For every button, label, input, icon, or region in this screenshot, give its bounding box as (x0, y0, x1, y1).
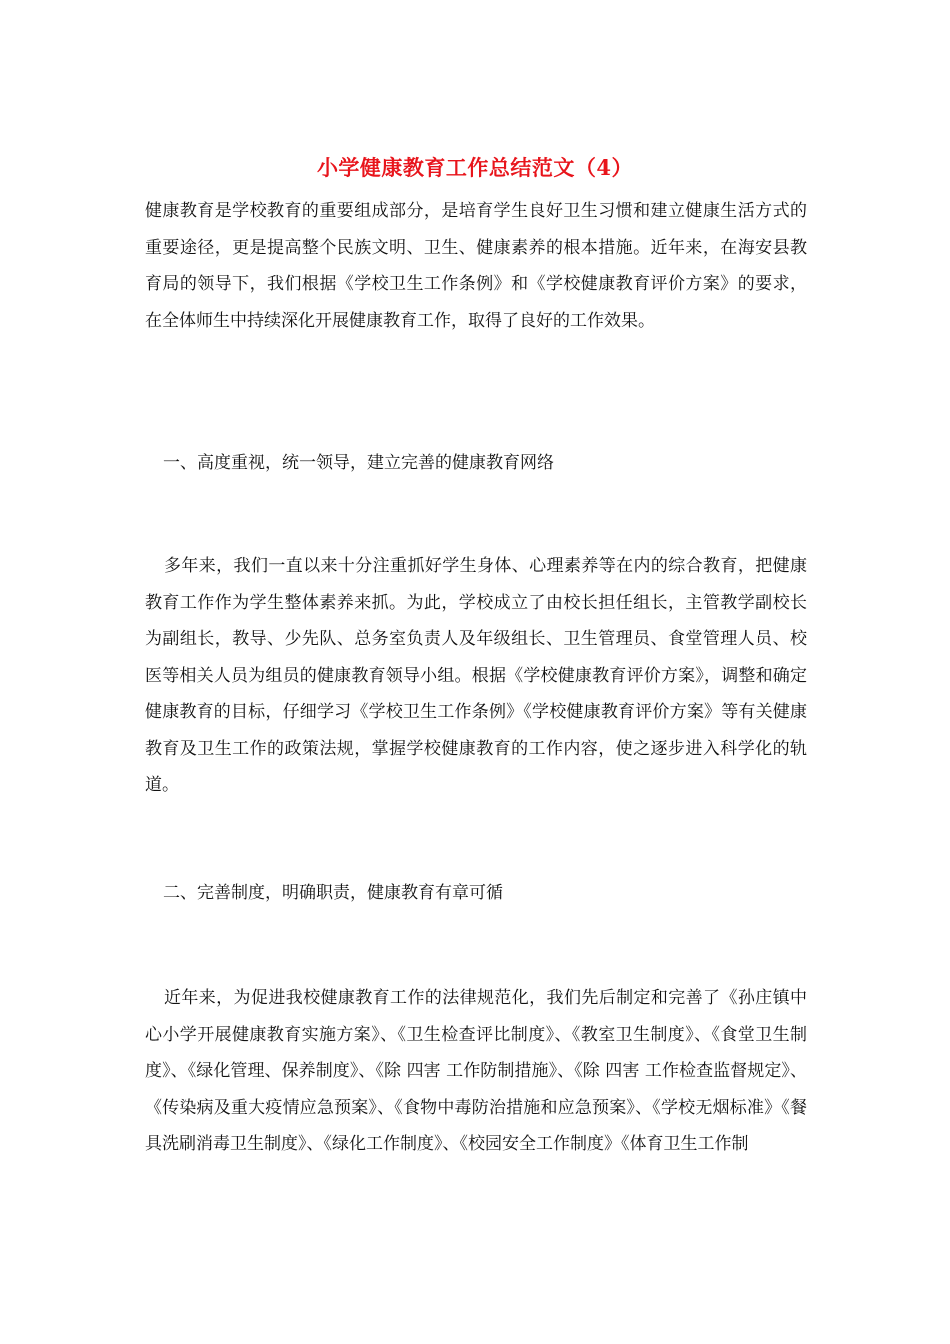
document-title: 小学健康教育工作总结范文（4） (316, 155, 634, 180)
section-1-paragraph: 多年来，我们一直以来十分注重抓好学生身体、心理素养等在内的综合教育，把健康教育工作作为学生整体素养来抓。为此，学校成立了由校长担任组长，主管教学副校长为副组长，教导、少先队、总务室负责人及年级组长、卫生管理员、食堂管理人员、校医等相关人员为组员的健康教育领导小组。根据《学校健康教育评价方案》，调整和确定健康教育的目标，仔细学习《学校卫生工作条例》《学校健康教育评价方案》等有关健康教育及卫生工作的政策法规，掌握学校健康教育的工作内容，使之逐步进入科学化的轨道。 (145, 556, 807, 795)
section-2-heading: 二、完善制度，明确职责，健康教育有章可循 (163, 883, 503, 903)
section-2-paragraph: 近年来，为促进我校健康教育工作的法律规范化，我们先后制定和完善了《孙庄镇中心小学开展健康教育实施方案》、《卫生检查评比制度》、《教室卫生制度》、《食堂卫生制度》、《绿化管理、保养制度》、《除 四害 工作防制措施》、《除 四害 工作检查监督规定》、《传染病及重大疫情应急预案》、《食物中毒防治措施和应急预案》、《学校无烟标准》《餐具洗刷消毒卫生制度》、《绿化工作制度》、《校园安全工作制度》《体育卫生工作制 (145, 988, 807, 1154)
intro-paragraph: 健康教育是学校教育的重要组成部分，是培育学生良好卫生习惯和建立健康生活方式的重要途径，更是提高整个民族文明、卫生、健康素养的根本措施。近年来，在海安县教育局的领导下，我们根据《学校卫生工作条例》和《学校健康教育评价方案》的要求，在全体师生中持续深化开展健康教育工作，取得了良好的工作效果。 (145, 201, 807, 331)
section-1-heading: 一、高度重视，统一领导，建立完善的健康教育网络 (163, 453, 554, 473)
